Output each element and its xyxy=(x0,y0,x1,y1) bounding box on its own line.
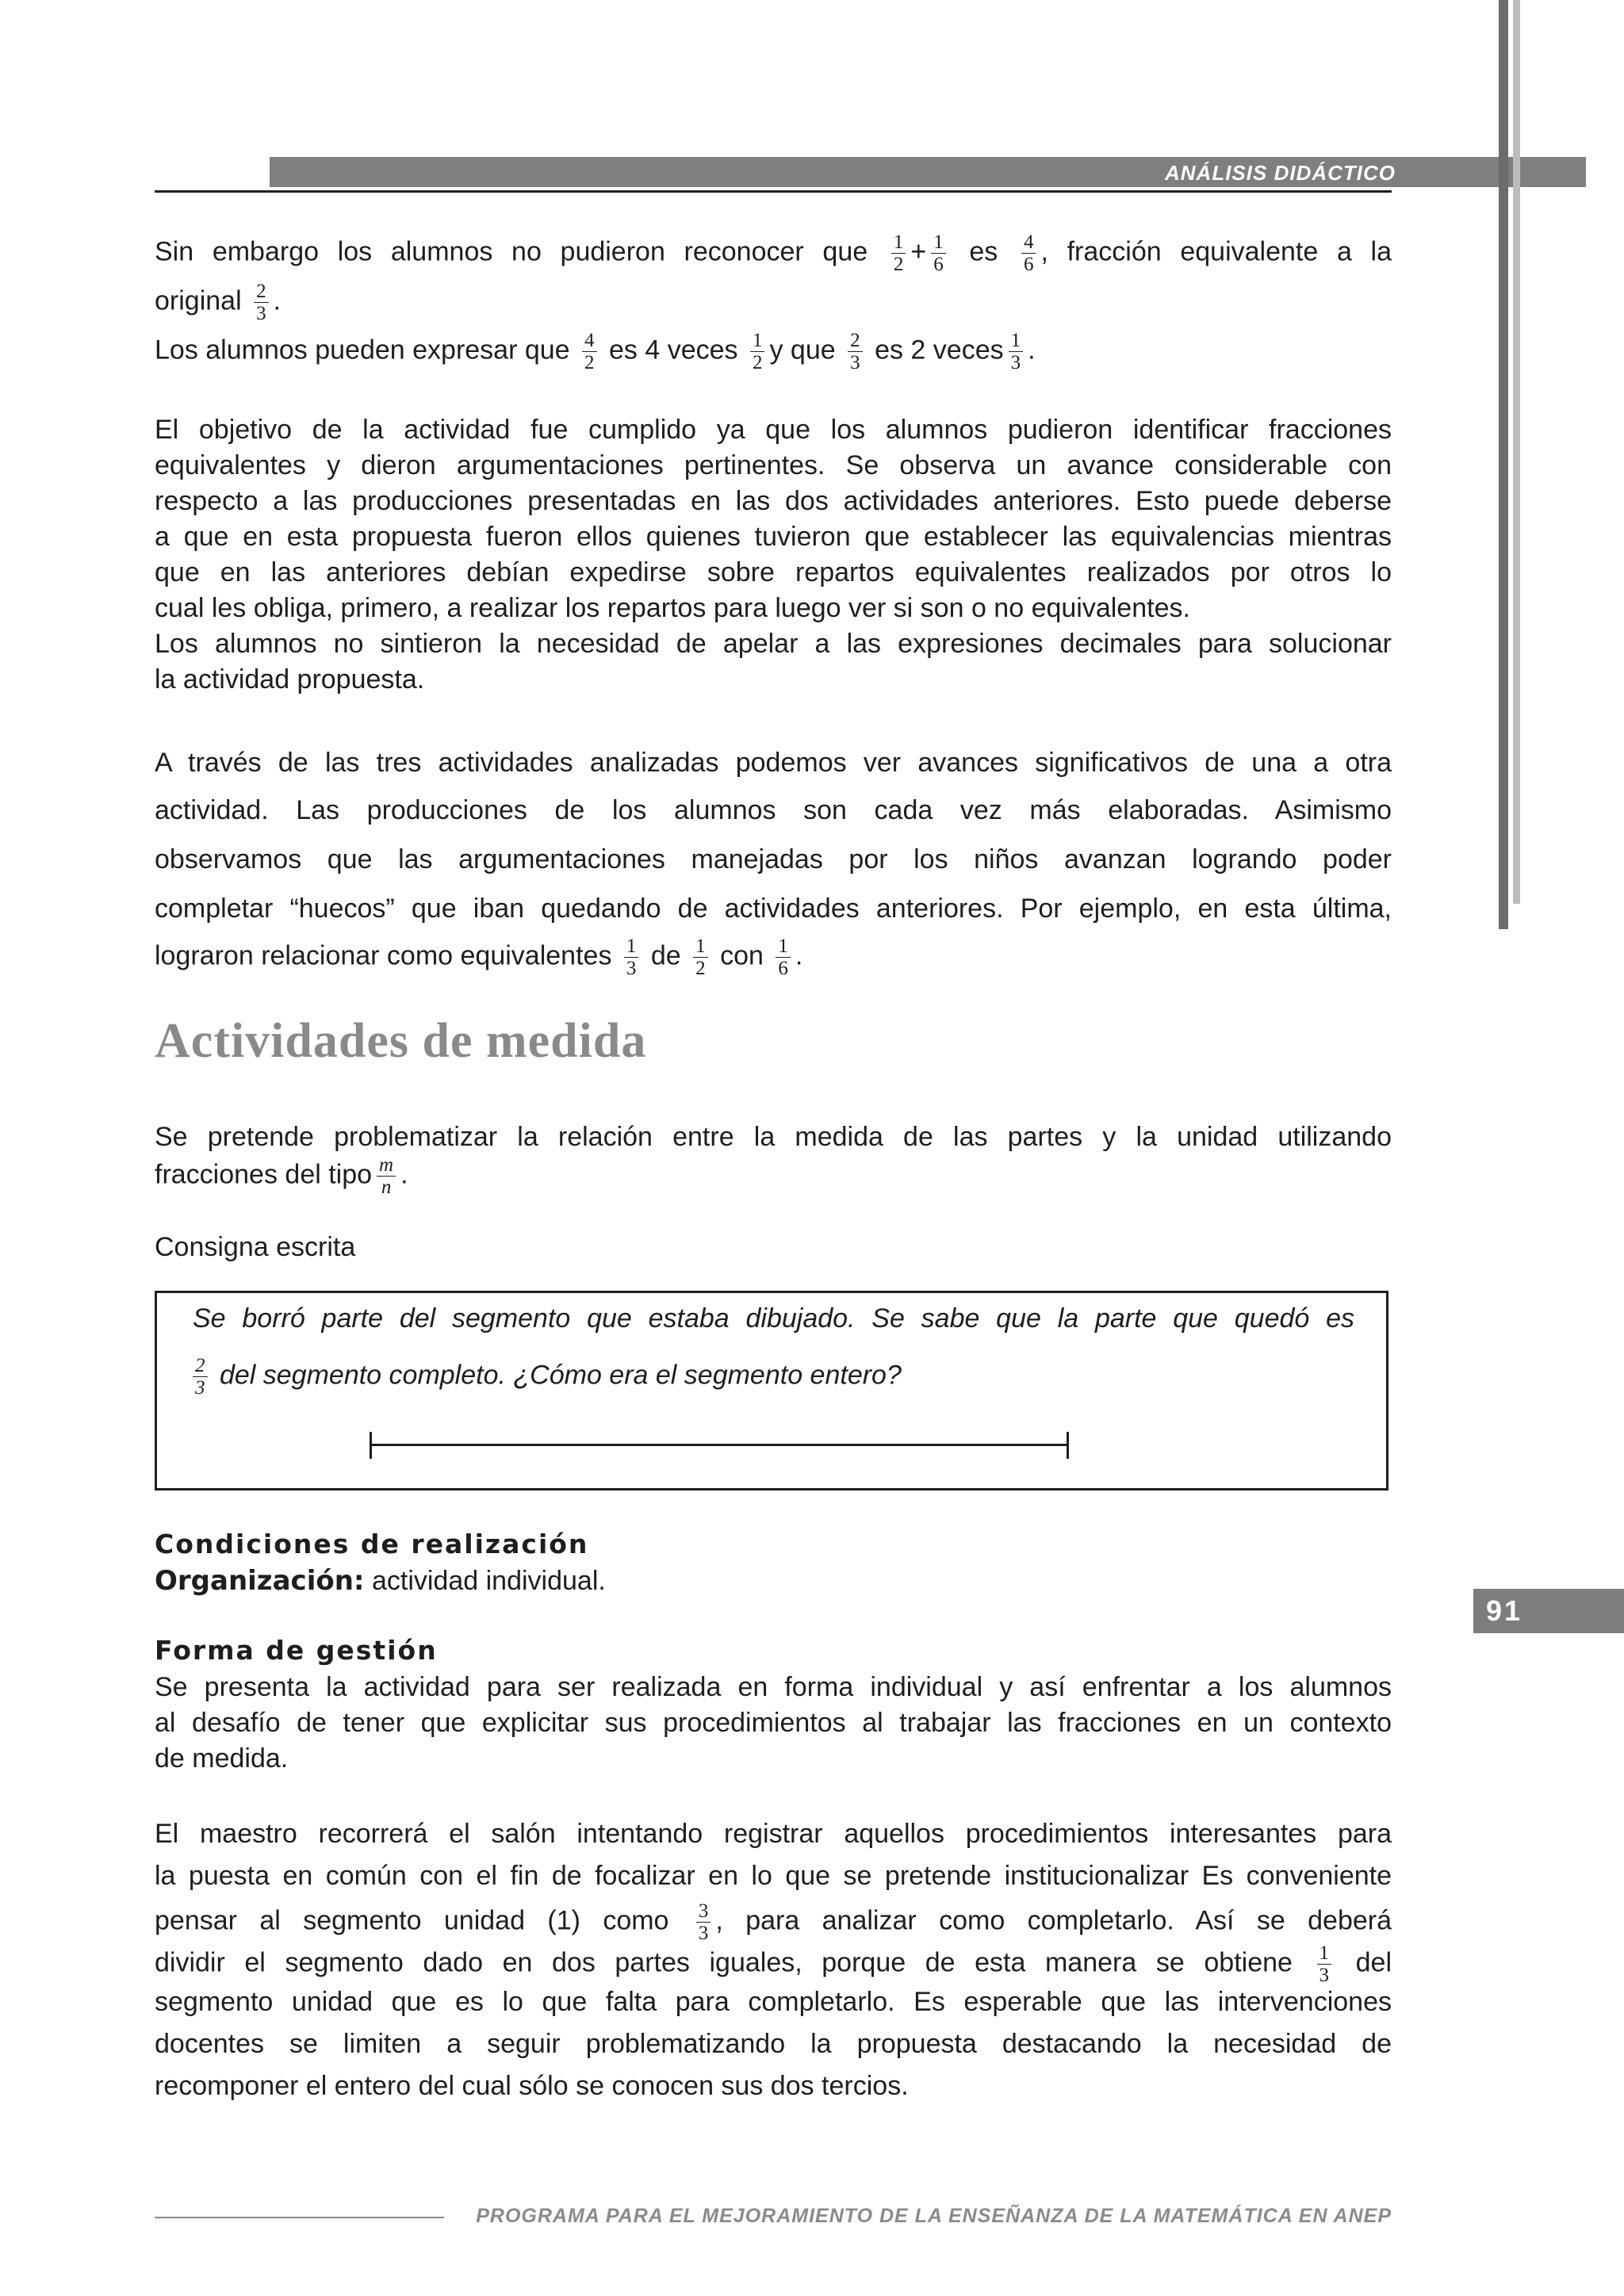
fraction: $\frac{1}{6}$ xyxy=(931,232,946,275)
maestro-line: recomponer el entero del cual sólo se conocen sus dos tercios. xyxy=(155,2071,909,2101)
maestro-line: dividir el segmento dado en dos partes iguales, porque de esta manera se obtiene $\frac{1}{3}$ del xyxy=(155,1942,1392,1986)
para4-line: actividad. Las producciones de los alumnos son cada vez más elaboradas. Asimismo xyxy=(155,795,1392,825)
fraction: $\frac{2}{3}$ xyxy=(254,281,269,324)
organizacion-value: actividad individual. xyxy=(371,1566,606,1596)
footer-rule xyxy=(155,2217,444,2218)
intro-line2: fracciones del tipo $\frac{m}{n}$ . xyxy=(155,1154,408,1198)
fraction: $\frac{1}{3}$ xyxy=(624,936,639,979)
gestion-heading: Forma de gestión xyxy=(155,1635,438,1666)
organizacion-line xyxy=(155,1563,1392,1599)
para1-line2: original $\frac{2}{3}$ . xyxy=(155,281,282,324)
para4-last-line: lograron relacionar como equivalentes $\frac{1}{3}$ de $\frac{1}{2}$ con $\frac{1}{6}$ . xyxy=(155,936,803,979)
para4-line: observamos que las argumentaciones manejadas por los niños avanzan logrando poder xyxy=(155,844,1392,874)
task-box xyxy=(155,1291,1388,1490)
fraction: $\frac{4}{2}$ xyxy=(582,330,597,373)
para3-line: Los alumnos no sintieron la necesidad de apelar a las expresiones decimales para solucionar xyxy=(155,629,1392,659)
margin-bar-dark xyxy=(1499,0,1508,929)
para1-line1: Sin embargo los alumnos no pudieron reconocer que $\frac{1}{2}$ + $\frac{1}{6}$ es $\frac{4}{6}$ , fracción equivalente a la xyxy=(155,232,1392,275)
intro-line1: Se pretende problematizar la relación entre la medida de las partes y la unidad utilizando xyxy=(155,1122,1392,1152)
maestro-line: segmento unidad que es lo que falta para completarlo. Es esperable que las intervenciones xyxy=(155,1987,1392,2017)
gestion-line: al desafío de tener que explicitar sus procedimientos al trabajar las fracciones en un contexto xyxy=(155,1708,1392,1738)
fraction: $\frac{2}{3}$ xyxy=(193,1355,208,1399)
fraction: $\frac{1}{2}$ xyxy=(891,232,906,275)
footer-text: PROGRAMA PARA EL MEJORAMIENTO DE LA ENSEÑANZA DE LA MATEMÁTICA EN ANEP xyxy=(476,2205,1392,2227)
para3-line: la actividad propuesta. xyxy=(155,664,425,695)
maestro-line: El maestro recorrerá el salón intentando registrar aquellos procedimientos interesantes para xyxy=(155,1819,1392,1849)
task-text-line1: Se borró parte del segmento que estaba dibujado. Se sabe que la parte que quedó es xyxy=(193,1303,1354,1334)
para2: Los alumnos pueden expresar que $\frac{4}{2}$ es 4 veces $\frac{1}{2}$ y que $\frac{2}{3}$ es 2 veces $\frac{1}{3}$ . xyxy=(155,330,1036,373)
fraction: $\frac{1}{6}$ xyxy=(776,936,791,979)
fraction: $\frac{1}{3}$ xyxy=(1317,1942,1332,1986)
para4-line: completar “huecos” que iban quedando de actividades anteriores. Por ejemplo, en esta última, xyxy=(155,894,1392,924)
page-number: 91 xyxy=(1486,1594,1523,1627)
maestro-line: pensar al segmento unidad (1) como $\frac{3}{3}$ , para analizar como completarlo. Así se deberá xyxy=(155,1900,1392,1944)
para3-line: a que en esta propuesta fueron ellos quienes tuvieron que establecer las equivalencias mientras xyxy=(155,522,1392,552)
para3-line: equivalentes y dieron argumentaciones pertinentes. Se observa un avance considerable con xyxy=(155,450,1392,480)
segment xyxy=(371,1444,1069,1446)
para3-line: que en las anteriores debían expedirse sobre repartos equivalentes realizados por otros lo xyxy=(155,557,1392,587)
section-title: Actividades de medida xyxy=(155,1014,647,1068)
gestion-line: de medida. xyxy=(155,1743,289,1774)
header-rule xyxy=(155,190,1392,193)
margin-bar-light xyxy=(1513,0,1520,904)
maestro-line: docentes se limiten a seguir problematizando la propuesta destacando la necesidad de xyxy=(155,2029,1392,2059)
para3-line: cual les obliga, primero, a realizar los repartos para luego ver si son o no equivalentes. xyxy=(155,593,1190,623)
consigna-label: Consigna escrita xyxy=(155,1232,356,1262)
gestion-line: Se presenta la actividad para ser realizada en forma individual y así enfrentar a los alumnos xyxy=(155,1672,1392,1702)
para3-line: El objetivo de la actividad fue cumplido ya que los alumnos pudieron identificar fracciones xyxy=(155,415,1392,445)
para4-line: A través de las tres actividades analizadas podemos ver avances significativos de una a otra xyxy=(155,748,1392,778)
fraction: $\frac{1}{2}$ xyxy=(750,330,765,373)
fraction: $\frac{m}{n}$ xyxy=(377,1154,396,1198)
maestro-line: la puesta en común con el fin de focalizar en lo que se pretende institucionalizar Es conveniente xyxy=(155,1861,1392,1891)
fraction: $\frac{3}{3}$ xyxy=(696,1900,711,1944)
task-text-line2: $\frac{2}{3}$ del segmento completo. ¿Cómo era el segmento entero? xyxy=(193,1355,1354,1399)
fraction: $\frac{1}{2}$ xyxy=(693,936,708,979)
fraction: $\frac{2}{3}$ xyxy=(848,330,863,373)
fraction: $\frac{1}{3}$ xyxy=(1009,330,1024,373)
fraction: $\frac{4}{6}$ xyxy=(1021,232,1036,275)
organizacion-label: Organización: xyxy=(155,1565,365,1597)
para3-line: respecto a las producciones presentadas en las dos actividades anteriores. Esto puede deberse xyxy=(155,486,1392,516)
header-section-title: ANÁLISIS DIDÁCTICO xyxy=(1165,161,1396,185)
condiciones-heading: Condiciones de realización xyxy=(155,1529,589,1559)
segment-right-end xyxy=(1067,1432,1069,1459)
